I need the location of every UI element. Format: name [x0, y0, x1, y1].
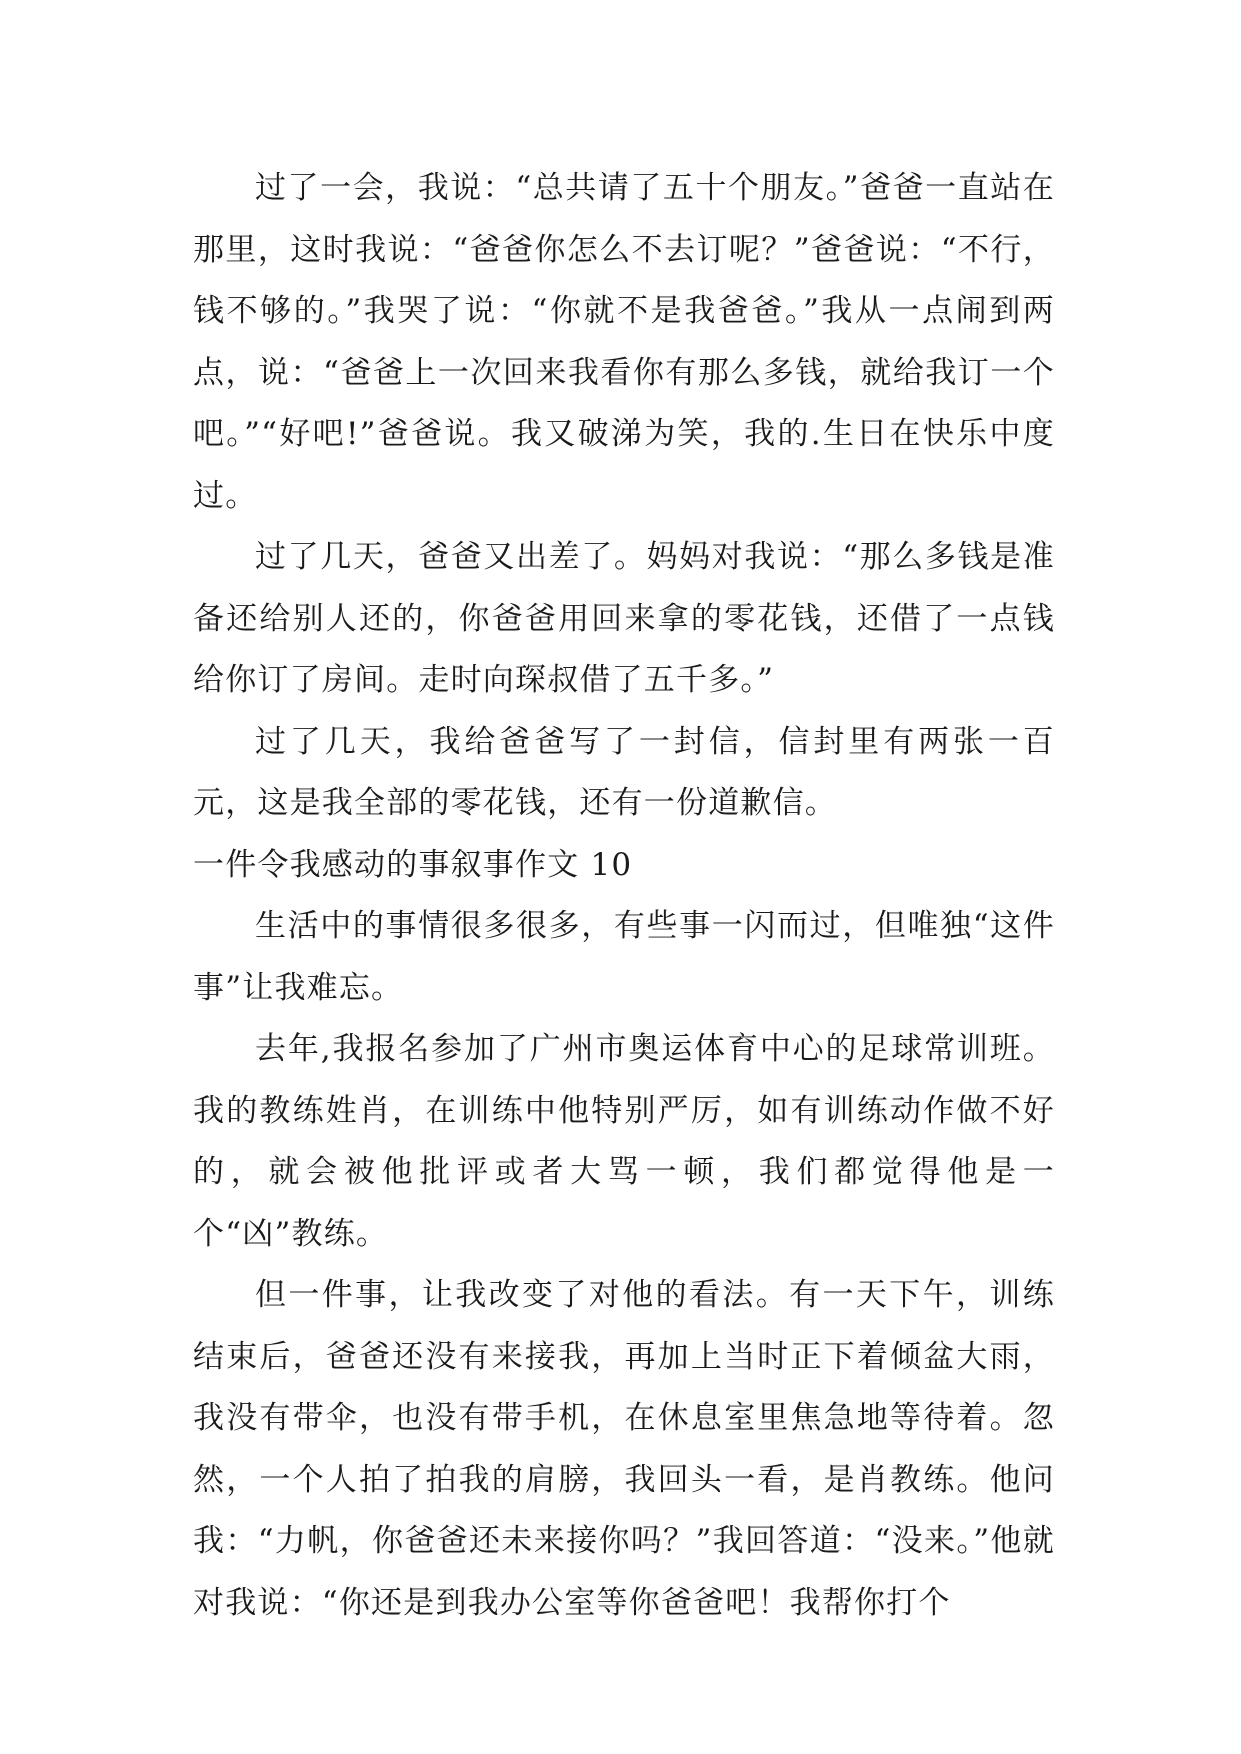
- paragraph-coach: 去年,我报名参加了广州市奥运体育中心的足球常训班。我的教练姓肖，在训练中他特别严厉，如有训练动作做不好的，就会被他批评或者大骂一顿，我们都觉得他是一个“凶”教练。: [193, 1031, 1055, 1252]
- paragraph-letter: 过了几天，我给爸爸写了一封信，信封里有两张一百元，这是我全部的零花钱，还有一份道歉信。: [193, 723, 1055, 821]
- paragraph-rain: 但一件事，让我改变了对他的看法。有一天下午，训练结束后，爸爸还没有来接我，再加上当时正下着倾盆大雨，我没有带伞，也没有带手机，在休息室里焦急地等待着。忽然，一个人拍了拍我的肩膀，我回头一看，是肖教练。他问我：“力帆，你爸爸还未来接你吗？”我回答道：“没来。”他就对我说：“你还是到我办公室等你爸爸吧！我帮你打个: [193, 1277, 1055, 1621]
- paragraph-trip: 过了几天，爸爸又出差了。妈妈对我说：“那么多钱是准备还给别人还的，你爸爸用回来拿的零花钱，还借了一点钱给你订了房间。走时向琛叔借了五千多。”: [193, 539, 1055, 698]
- document-body: [193, 158, 1055, 1634]
- paragraph-intro: 生活中的事情很多很多，有些事一闪而过，但唯独“这件事”让我难忘。: [193, 908, 1055, 1006]
- paragraph-birthday: 过了一会，我说：“总共请了五十个朋友。”爸爸一直站在那里，这时我说：“爸爸你怎么不去订呢？”爸爸说：“不行，钱不够的。”我哭了说：“你就不是我爸爸。”我从一点闹到两点，说：“爸爸上一次回来我看你有那么多钱，就给我订一个吧。”“好吧!”爸爸说。我又破涕为笑，我的.生日在快乐中度过。: [193, 170, 1055, 514]
- essay-heading: 一件令我感动的事叙事作文 10: [193, 846, 633, 883]
